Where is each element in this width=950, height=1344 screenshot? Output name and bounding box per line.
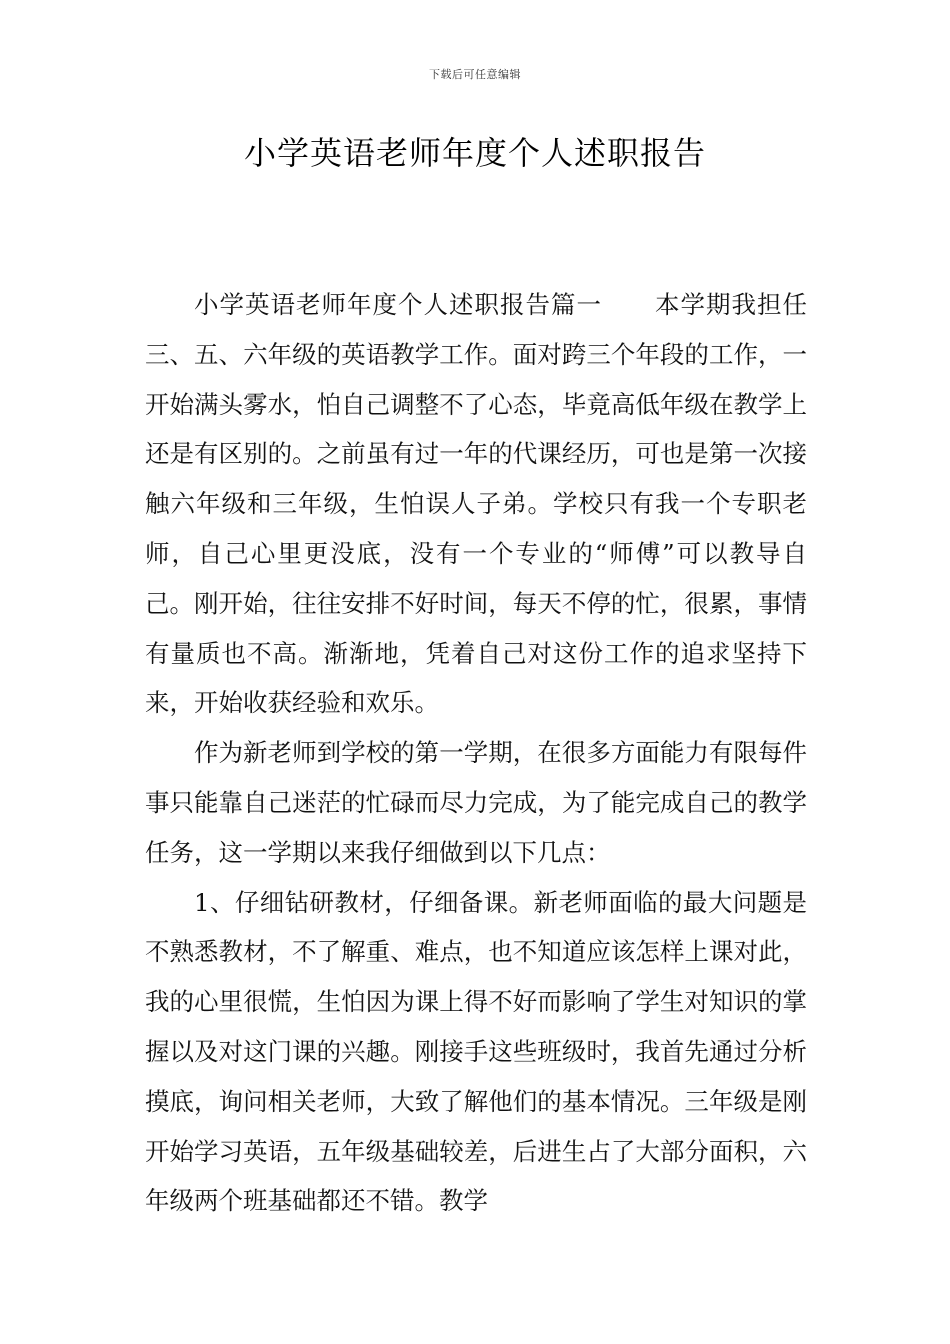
paragraph	[145, 878, 807, 1227]
paragraph-text: 本学期我担任三、五、六年级的英语教学工作。面对跨三个年段的工作，一开始满头雾水，怕自己调整不了心态，毕竟高低年级在教学上还是有区别的。之前虽有过一年的代课经历，可也是第一次接触六年级和三年级，生怕误人子弟。学校只有我一个专职老师，自己心里更没底，没有一个专业的“师傅”可以教导自己。刚开始，往往安排不好时间，每天不停的忙，很累，事情有量质也不高。渐渐地，凭着自己对这份工作的追求坚持下来，开始收获经验和欢乐。	[145, 290, 807, 718]
document-body	[145, 280, 807, 1226]
paragraph-text: 作为新老师到学校的第一学期，在很多方面能力有限每件事只能靠自己迷茫的忙碌而尽力完成，为了能完成自己的教学任务，这一学期以来我仔细做到以下几点：	[145, 738, 807, 867]
header-note: 下载后可任意编辑	[429, 68, 521, 81]
document-title: 小学英语老师年度个人述职报告	[243, 134, 706, 172]
paragraph	[145, 280, 807, 728]
paragraph-text: 1、仔细钻研教材，仔细备课。新老师面临的最大问题是不熟悉教材，不了解重、难点，也不知道应该怎样上课对此，我的心里很慌，生怕因为课上得不好而影响了学生对知识的掌握以及对这门课的兴趣。刚接手这些班级时，我首先通过分析摸底，询问相关老师，大致了解他们的基本情况。三年级是刚开始学习英语，五年级基础较差，后进生占了大部分面积，六年级两个班基础都还不错。教学	[145, 887, 807, 1216]
section-heading: 小学英语老师年度个人述职报告篇一	[194, 290, 602, 319]
paragraph	[145, 728, 807, 877]
